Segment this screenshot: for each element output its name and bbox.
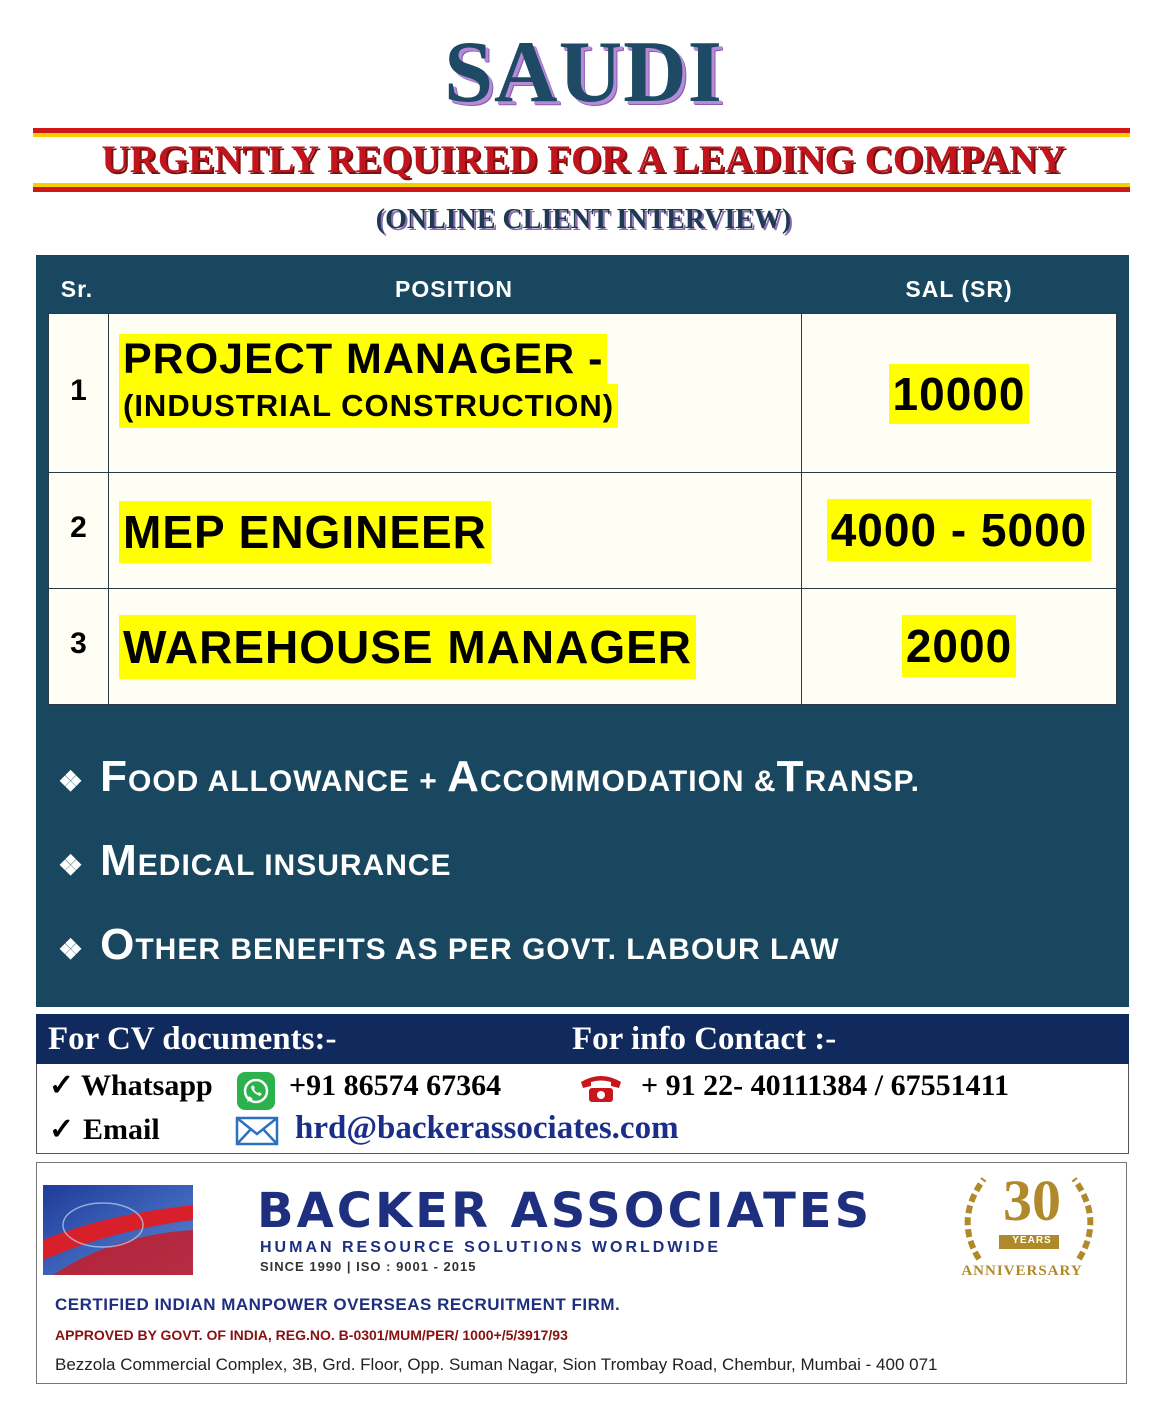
table-row-2-salary bbox=[801, 472, 1117, 589]
anniversary-number: 30 bbox=[1003, 1168, 1061, 1233]
diamond-bullet-icon: ❖ bbox=[58, 934, 85, 965]
diamond-bullet-icon: ❖ bbox=[58, 766, 85, 797]
certified-line: CERTIFIED INDIAN MANPOWER OVERSEAS RECRUITMENT FIRM. bbox=[55, 1295, 621, 1314]
email-label: Email bbox=[83, 1113, 160, 1146]
envelope-icon bbox=[235, 1116, 279, 1146]
col-header-sr: Sr. bbox=[60, 276, 94, 302]
bottom-red-line bbox=[33, 187, 1130, 192]
sr-number: 1 bbox=[70, 374, 87, 407]
col-header-salary: SAL (SR) bbox=[905, 276, 1013, 302]
company-name: BACKER ASSOCIATES bbox=[257, 1183, 873, 1239]
office-address: Bezzola Commercial Complex, 3B, Grd. Floor, Opp. Suman Nagar, Sion Trombay Road, Chembur, Mumbai - 400 071 bbox=[55, 1355, 938, 1374]
benefit-other: ❖ OTHER BENEFITS AS PER GOVT. LABOUR LAW bbox=[58, 920, 840, 969]
anniversary-years: YEARS bbox=[1012, 1235, 1052, 1246]
benefit-medical: ❖ MEDICAL INSURANCE bbox=[58, 836, 452, 885]
info-heading: For info Contact :- bbox=[572, 1021, 837, 1057]
company-tagline: HUMAN RESOURCE SOLUTIONS WORLDWIDE bbox=[260, 1239, 722, 1256]
since-iso: SINCE 1990 | ISO : 9001 - 2015 bbox=[260, 1259, 477, 1274]
jobs-panel bbox=[36, 255, 1129, 1007]
company-footer bbox=[36, 1162, 1127, 1384]
whatsapp-label: Whatsapp bbox=[81, 1069, 213, 1102]
col-header-position: POSITION bbox=[395, 276, 513, 302]
position-title: WAREHOUSE MANAGER bbox=[119, 615, 696, 679]
sr-number: 2 bbox=[70, 511, 87, 544]
benefit-food: ❖ FOOD ALLOWANCE + ACCOMMODATION &TRANSP. bbox=[58, 752, 920, 801]
contact-details bbox=[36, 1064, 1129, 1154]
phone-numbers-link[interactable]: + 91 22- 40111384 / 67551411 bbox=[641, 1069, 1009, 1102]
telephone-icon bbox=[577, 1070, 625, 1106]
interview-note: (ONLINE CLIENT INTERVIEW) bbox=[375, 204, 792, 235]
table-row-1-position bbox=[108, 313, 802, 473]
table-row-2-position bbox=[108, 472, 802, 589]
table-row-3-salary bbox=[801, 588, 1117, 705]
page-title: SAUDI bbox=[444, 24, 723, 121]
salary-value: 4000 - 5000 bbox=[827, 499, 1092, 561]
whatsapp-number-link[interactable]: +91 86574 67364 bbox=[289, 1069, 502, 1102]
company-logo-icon bbox=[43, 1185, 193, 1275]
check-icon: ✓ bbox=[49, 1069, 75, 1102]
table-row-1-sr bbox=[48, 313, 109, 473]
sr-number: 3 bbox=[70, 627, 87, 660]
whatsapp-icon bbox=[237, 1072, 275, 1110]
diamond-bullet-icon: ❖ bbox=[58, 850, 85, 881]
contact-header-bar bbox=[36, 1014, 1129, 1064]
email-link[interactable]: hrd@backerassociates.com bbox=[295, 1110, 679, 1146]
check-icon: ✓ bbox=[49, 1113, 75, 1146]
position-subtitle: (INDUSTRIAL CONSTRUCTION) bbox=[119, 384, 618, 428]
position-title: MEP ENGINEER bbox=[119, 501, 491, 563]
table-row-3-sr bbox=[48, 588, 109, 705]
anniversary-label: ANNIVERSARY bbox=[961, 1263, 1083, 1279]
position-title: PROJECT MANAGER - bbox=[119, 334, 607, 384]
approved-line: APPROVED BY GOVT. OF INDIA, REG.NO. B-0301/MUM/PER/ 1000+/5/3917/93 bbox=[55, 1327, 568, 1343]
salary-value: 2000 bbox=[902, 615, 1016, 677]
cv-heading: For CV documents:- bbox=[48, 1021, 337, 1057]
table-row-2-sr bbox=[48, 472, 109, 589]
subtitle: URGENTLY REQUIRED FOR A LEADING COMPANY bbox=[101, 138, 1066, 181]
table-row-1-salary bbox=[801, 313, 1117, 473]
table-row-3-position bbox=[108, 588, 802, 705]
salary-value: 10000 bbox=[889, 364, 1030, 424]
